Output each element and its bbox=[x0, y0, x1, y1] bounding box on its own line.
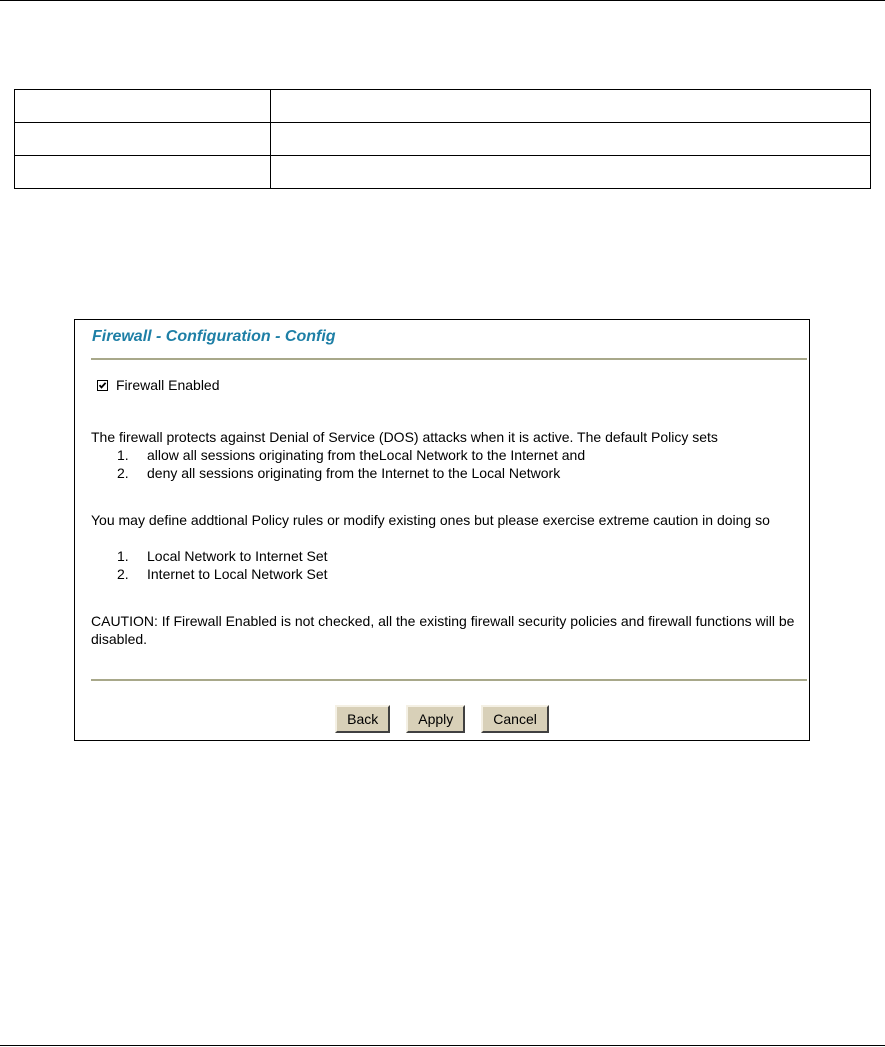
firewall-enabled-label: Firewall Enabled bbox=[116, 377, 220, 393]
page-top-rule bbox=[0, 0, 885, 1]
list-item bbox=[117, 565, 328, 583]
list-text: deny all sessions originating from the Internet to the Local Network bbox=[147, 465, 561, 481]
caution-text: CAUTION: If Firewall Enabled is not checked, all the existing firewall security policies and firewall functions will be disabled. bbox=[91, 613, 795, 647]
policy-rules-paragraph: You may define addtional Policy rules or modify existing ones but please exercise extreme caution in doing so bbox=[91, 512, 770, 528]
cancel-button[interactable]: Cancel bbox=[481, 705, 549, 733]
table-cell bbox=[15, 90, 271, 123]
firewall-config-panel bbox=[74, 319, 810, 741]
button-separator bbox=[91, 679, 807, 681]
list-item bbox=[117, 464, 585, 482]
default-policy-list bbox=[117, 446, 585, 482]
table-row bbox=[15, 123, 871, 156]
list-number: 1. bbox=[117, 447, 129, 463]
apply-button[interactable]: Apply bbox=[406, 705, 465, 733]
list-item bbox=[117, 446, 585, 464]
table-cell bbox=[271, 123, 871, 156]
list-number: 1. bbox=[117, 548, 129, 564]
table-cell bbox=[15, 123, 271, 156]
document-table bbox=[14, 89, 871, 189]
list-number: 2. bbox=[117, 566, 129, 582]
page-bottom-rule bbox=[0, 1045, 885, 1046]
table-row bbox=[15, 156, 871, 189]
page-title: Firewall - Configuration - Config bbox=[92, 328, 336, 345]
policy-sets-list bbox=[117, 547, 328, 583]
table-cell bbox=[15, 156, 271, 189]
list-text: Internet to Local Network Set bbox=[147, 566, 328, 582]
firewall-enabled-checkbox[interactable] bbox=[97, 380, 108, 391]
description-paragraph: The firewall protects against Denial of Service (DOS) attacks when it is active. The default Policy sets bbox=[91, 429, 718, 445]
list-number: 2. bbox=[117, 465, 129, 481]
checkmark-icon bbox=[98, 381, 107, 390]
list-text: Local Network to Internet Set bbox=[147, 548, 328, 564]
table-cell bbox=[271, 90, 871, 123]
title-separator bbox=[91, 358, 807, 360]
firewall-enabled-row[interactable] bbox=[97, 377, 220, 393]
list-item bbox=[117, 547, 328, 565]
back-button[interactable]: Back bbox=[335, 705, 390, 733]
table-cell bbox=[271, 156, 871, 189]
table-row bbox=[15, 90, 871, 123]
list-text: allow all sessions originating from theLocal Network to the Internet and bbox=[147, 447, 586, 463]
button-bar bbox=[75, 705, 809, 733]
